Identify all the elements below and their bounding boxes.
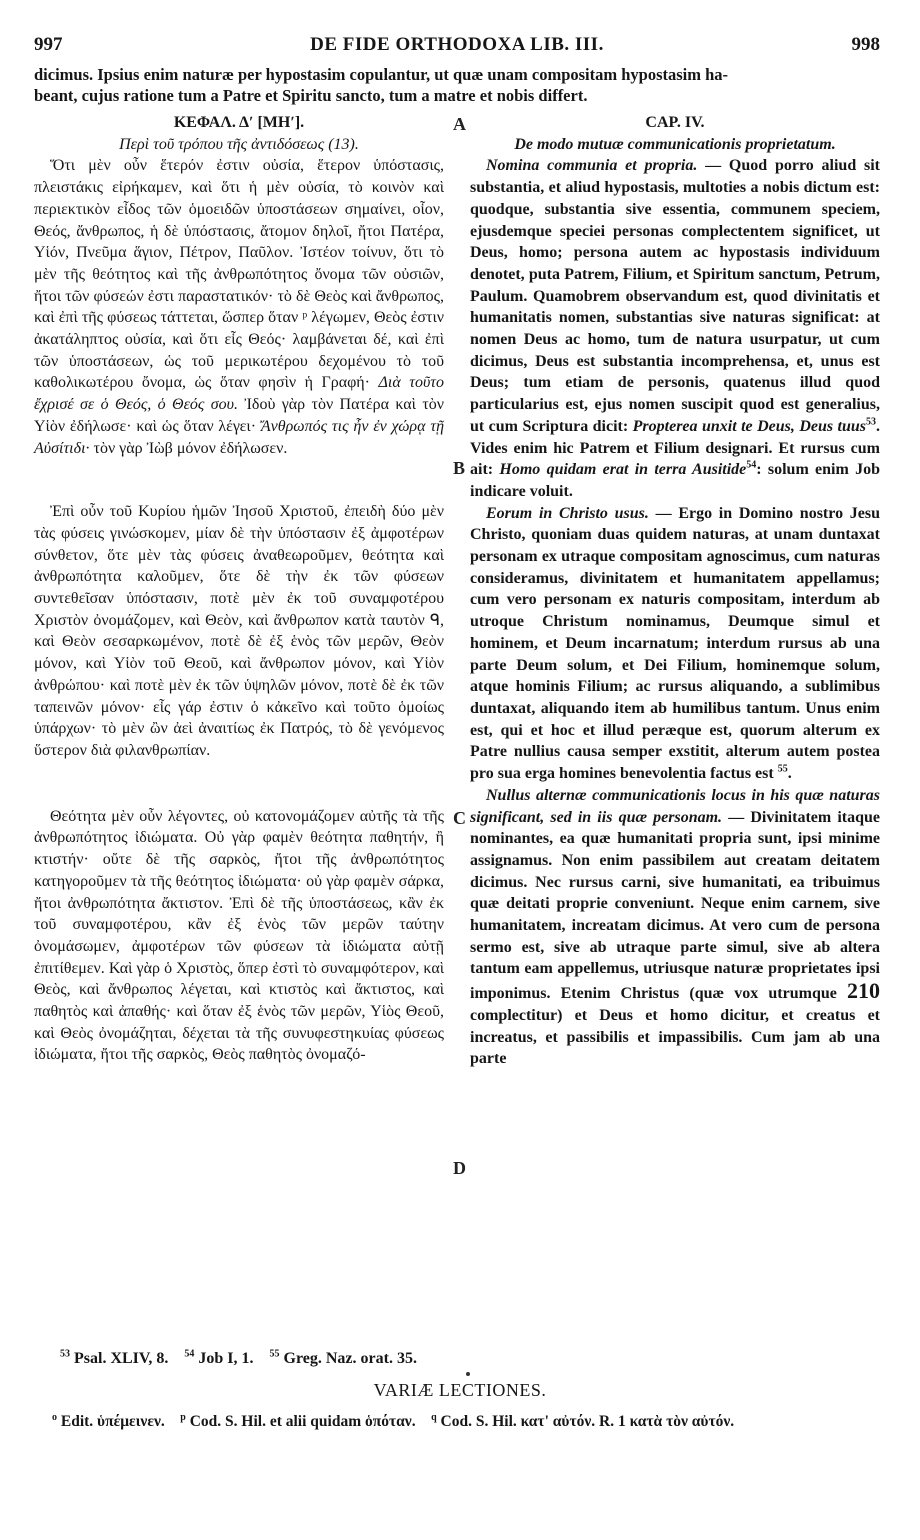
latin-paragraph: Eorum in Christo usus. — Ergo in Domino nostro Jesu Christo, quoniam duas quidem naturas, at unam duntaxat personam ex utraque compositam agnoscimus, cum naturas consideramus, divinitatem et humanitatem appellamus; cum vero personam ex naturis compositam, interdum ab utroque Christum nominamus, Deumque simul et hominem, et Deum incarnatum; interdum rursus ab una parte Deum solum, et Dei Filium, hominemque solum, atque hominis Filium; ac rursus aliquando, a sublimibus duntaxat, aliquando item ab humilibus tantum. Unus enim est, qui et hoc et illud peræque est, quorum alterum ex Patre nullius causa semper exstitit, alterum autem postea pro sua erga homines benevolentia factus est $^{55}$. [470,504,881,783]
latin-text: Vides enim hic Patrem et Filium designari. Et rursus cum ait: [470,439,880,479]
footnote-ref: 53 [866,416,877,428]
column-gap [34,459,444,501]
margin-marker-a: A [453,114,466,134]
running-title: DE FIDE ORTHODOXA LIB. III. [310,34,604,55]
latin-quote: Propterea unxit te Deus, Deus tuus [632,417,867,435]
latin-chapter-heading: CAP. IV. [645,114,705,131]
greek-paragraph: Θεότητα μὲν οὖν λέγοντες, οὐ κατονομάζομεν αὐτῆς τὰ τῆς ἀνθρωπότητος ἰδιώματα. Οὐ γὰρ φαμὲν θεότητα παθητήν, ἢ κτιστήν· οὔτε δὲ τῆς σαρκὸς, ἤτοι τῆς ἀνθρωπότητος κατηγοροῦμεν τὰ τῆς θεότητος ἰδιώματα· οὐ γὰρ φαμὲν σάρκα, ἤτοι ἀνθρωπότητα ἄκτιστον. Ἐπὶ δὲ τῆς ὑποστάσεως, κἂν ἐκ τοῦ συναμφοτέρου, κἂν ἐξ ἑνὸς τῶν μερῶν ταύτην ὀνομάσωμεν, ἀμφοτέρων τῶν φύσεων τὰ ἰδιώματα αὐτῇ ἐπιτίθεμεν. Καὶ γὰρ ὁ Χριστὸς, ὅπερ ἐστὶ τὸ συναμφότερον, καὶ Θεὸς, καὶ ἄνθρωπος λέγεται, καὶ κτιστὸς καὶ ἄκτιστος, καὶ παθητὸς καὶ ἀπαθής· καὶ ὅταν ἐξ ἑνὸς τῶν μερῶν, Υἱὸς Θεοῦ, καὶ Θεὸς ὀνομάζηται, δέχεται τὰ τῆς συνυφεστηκυίας φύσεως ἰδιώματα, ἤτοι τῆς σαρκὸς, Θεὸς παθητὸς ὀνομαζό- [34,807,444,1064]
latin-chapter-title: De modo mutuæ communicationis proprietatum. [514,135,836,153]
latin-paragraph [470,785,880,1070]
footnote-ref: 54 [746,459,757,471]
variae-lectiones-title: VARIÆ LECTIONES. [373,1380,547,1400]
latin-text: complectitur) et Deus et homo dicitur, et creatus et increatus, et passibilis et impassibilis. Cum jam ab una parte [470,1006,880,1068]
latin-sidenote: Nullus alternæ communicationis locus in his quæ naturas significant, sed in iis quæ personam. [470,786,880,826]
latin-column [470,112,880,1070]
greek-column [34,112,444,1066]
latin-sidenote: Nomina communia et propria. [486,157,698,175]
greek-quote: Ἄνθρωπός τις ἦν ἐν χώρᾳ τῇ Αὐσίτιδι· [34,417,445,457]
continued-text [34,64,880,106]
page-number-right: 998 [851,34,880,55]
page-number-left: 997 [34,34,63,55]
footnote: $^{55}$ Greg. Naz. orat. 35. [269,1348,417,1367]
latin-sidenote: Eorum in Christo usus. [486,504,649,522]
greek-paragraph [34,155,444,459]
footnote: $^{53}$ Psal. XLIV, 8. [60,1348,169,1367]
column-gap [34,762,444,806]
footnote-ref: 55 [777,763,788,775]
greek-chapter-title: Περὶ τοῦ τρόπου τῆς ἀντιδόσεως (13). [119,135,359,153]
variae-lectiones [52,1412,888,1431]
running-header [34,34,880,60]
continued-line: dicimus. Ipsius enim naturæ per hypostasim copulantur, ut quæ unam compositam hypostasim ha- [34,65,729,84]
latin-text: — Divinitatem itaque nominantes, ea quæ humanitati propria sunt, ipsi minime assignamus. Non enim passibilem aut creatam deitatem dicimus. Nec rursus carni, sive humanitati, ea tribuimus quæ deitati proprie conveniunt. Neque enim carnem, sive humanitatem, increatam dicimus. At vero cum de persona sermo est, sive ab utraque parte simul, sive ab altera tantum eam appellemus, utriusque naturæ proprietates ipsi imponimus. Etenim Christus (quæ vox utrumque [470,808,881,1003]
separator-dot [466,1372,470,1376]
greek-text: Ἰδοὺ γὰρ τὸν Πατέρα καὶ τὸν Υἱὸν ἐδήλωσε· καὶ ὡς ὅταν λέγει· [34,396,445,435]
latin-paragraph: Nomina communia et propria. — Quod porro aliud sit substantia, et aliud hypostasis, multoties a nobis dictum est: quodque, substantia sive essentia, communem speciem, ejusdemque speciei personas complectentem significet, ut Deus, homo; persona autem ac hypostasis individuum denotet, puta Patrem, Filium, et Spiritum sanctum, Petrum, Paulum. Quamobrem observandum est, quod divinitatis et humanitatis nomen, substantias sive naturas significat: at nomen Deus ac homo, tum de natura usurpatur, ut cum dicimus, Deus est substantia incomprehensa, et, unus est Deus; tum etiam de personis, quatenus illud quod particularius est, ejus nomen suscipit quod est generalius, ut cum Scriptura dicit: Propterea unxit te Deus, Deus tuus$^{53}$. Vides enim hic Patrem et Filium designari. Et rursus cum ait: Homo quidam erat in terra Ausitide$^{54}$: solum enim Job indicare voluit. [470,157,881,500]
footnote: $^{54}$ Job I, 1. [184,1348,254,1367]
footnotes [60,1350,880,1368]
variant-reading: $^o$ Edit. ὑπέμεινεν. [52,1411,165,1430]
greek-text: τὸν γὰρ Ἰὼβ μόνον ἐδήλωσεν. [93,439,288,457]
column-number: 210 [847,978,880,1004]
margin-marker-c: C [453,808,466,828]
variant-reading: $^q$ Cod. S. Hil. κατ' αὐτόν. R. 1 κατὰ τὸν αὐτόν. [431,1411,735,1430]
greek-text: Ὅτι μὲν οὖν ἕτερόν ἐστιν οὐσία, ἕτερον ὑπόστασις, πλειστάκις εἰρήκαμεν, καὶ ὅτι ἡ μὲν οὐσία, τὸ κοινὸν καὶ περιεκτικὸν εἶδος τῶν ὁμοειδῶν ὑποστάσεων σημαίνει, οἷον, Θεός, ἄνθρωπος, ἡ δὲ ὑπόστασις, ἄτομον δηλοῖ, ἤτοι Πατέρα, Υἱόν, Πνεῦμα ἅγιον, Πέτρον, Παῦλον. Ἰστέον τοίνυν, ὅτι τὸ μὲν τῆς θεότητος καὶ τῆς ἀνθρωπότητος ὄνομα τῶν οὐσιῶν, ἤτοι τῶν φύσεών ἐστι παραστατικόν· τὸ δὲ Θεὸς καὶ ἄνθρωπος, καὶ ἐπὶ τῆς φύσεως τάττεται, ὥσπερ ὅταν ᵖ λέγωμεν, Θεὸς ἐστιν ἀκατάληπτος οὐσία, καὶ ὅτι εἷς Θεός· λαμβάνεται δέ, καὶ ἐπὶ τῶν ὑποστάσεων, ὡς τοῦ μερικωτέρου δεχομένου τὸ τοῦ καθολικωτέρου ὄνομα, ὡς ὅταν φησὶν ἡ Γραφή· [34,157,444,392]
latin-text: : solum enim Job indicare voluit. [470,461,881,500]
margin-marker-b: B [453,458,466,478]
greek-quote: Διὰ τοῦτο ἔχρισέ σε ὁ Θεός, ὁ Θεός σου. [34,374,445,414]
latin-quote: Homo quidam erat in terra Ausitide [499,461,747,479]
latin-text: — Quod porro aliud sit substantia, et aliud hypostasis, multoties a nobis dictum est: quodque, substantia sive essentia, communem speciem, ejusdemque speciei personas complectentem significet, ut Deus, homo; persona autem ac hypostasis individuum denotet, puta Patrem, Filium, et Spiritum sanctum, Petrum, Paulum. Quamobrem observandum est, quod divinitatis et humanitatis nomen, substantias sive naturas significat: at nomen Deus ac homo, tum de natura usurpatur, ut cum dicimus, Deus est substantia incomprehensa, et, unus est Deus; tum etiam de personis, quatenus illud quod particularius est, ejus nomen suscipit quod est generalius, ut cum Scriptura dicit: [470,157,880,435]
margin-marker-d: D [453,1158,466,1178]
latin-text: — Ergo in Domino nostro Jesu Christo, quoniam duas quidem naturas, at unam duntaxat personam ex utraque compositam agnoscimus, cum naturas consideramus, divinitatem et humanitatem appellamus; cum vero personam ex naturis compositam, interdum ab utroque Christum nominamus, Deumque simul et hominem, et Deum incarnatum; interdum rursus ab una parte Deum solum, et Dei Filium, hominemque solum, atque hominis Filium; ac rursus aliquando, a sublimibus duntaxat, aliquando item ab humilibus tantum. Unus enim est, qui et hoc et illud peræque est, quorum alterum ex Patre nullius causa semper exstitit, alterum autem postea pro sua erga homines benevolentia factus est [470,504,881,783]
continued-line: beant, cujus ratione tum a Patre et Spiritu sancto, tum a matre et nobis differt. [34,86,588,105]
greek-paragraph: Ἐπὶ οὖν τοῦ Κυρίου ἡμῶν Ἰησοῦ Χριστοῦ, ἐπειδὴ δύο μὲν τὰς φύσεις γινώσκομεν, μίαν δὲ τὴν ὑπόστασιν ἐξ ἀμφοτέρων σύνθετον, ὅτε μὲν τὰς φύσεις ἀναθεωροῦμεν, θεότητα καὶ ἀνθρωπότητα καλοῦμεν, ὅτε δὲ τὴν ἐκ τῶν φύσεων συντεθεῖσαν ὑπόστασιν, ποτὲ μὲν ἐκ τοῦ συναμφοτέρου Χριστὸν ὀνομάζομεν, καὶ Θεὸν, καὶ ἄνθρωπον κατὰ ταυτὸν ᑫ, καὶ Θεὸν σεσαρκωμένον, ποτὲ δὲ ἐξ ἑνὸς τῶν μερῶν, Θεὸν μόνον, καὶ Υἱὸν τοῦ Θεοῦ, καὶ ἄνθρωπον μόνον, καὶ Υἱὸν ἀνθρώπου· καὶ ποτὲ μὲν ἐκ τῶν ὑψηλῶν μόνον, ποτὲ δὲ ἐκ τῶν ταπεινῶν μόνον· εἷς γάρ ἐστιν ὁ κἀκεῖνο καὶ τοῦτο ὁμοίως ὑπάρχων· τὸ μὲν ὢν ἀεὶ ἀναιτίως ἐκ Πατρός, τὸ δὲ γενόμενος ὕστερον διὰ φιλανθρωπίαν. [34,503,444,759]
greek-chapter-heading: ΚΕΦΑΛ. Δʹ [ΜΗʹ]. [173,114,305,131]
variant-reading: $^p$ Cod. S. Hil. et alii quidam ὁπόταν. [180,1411,416,1430]
